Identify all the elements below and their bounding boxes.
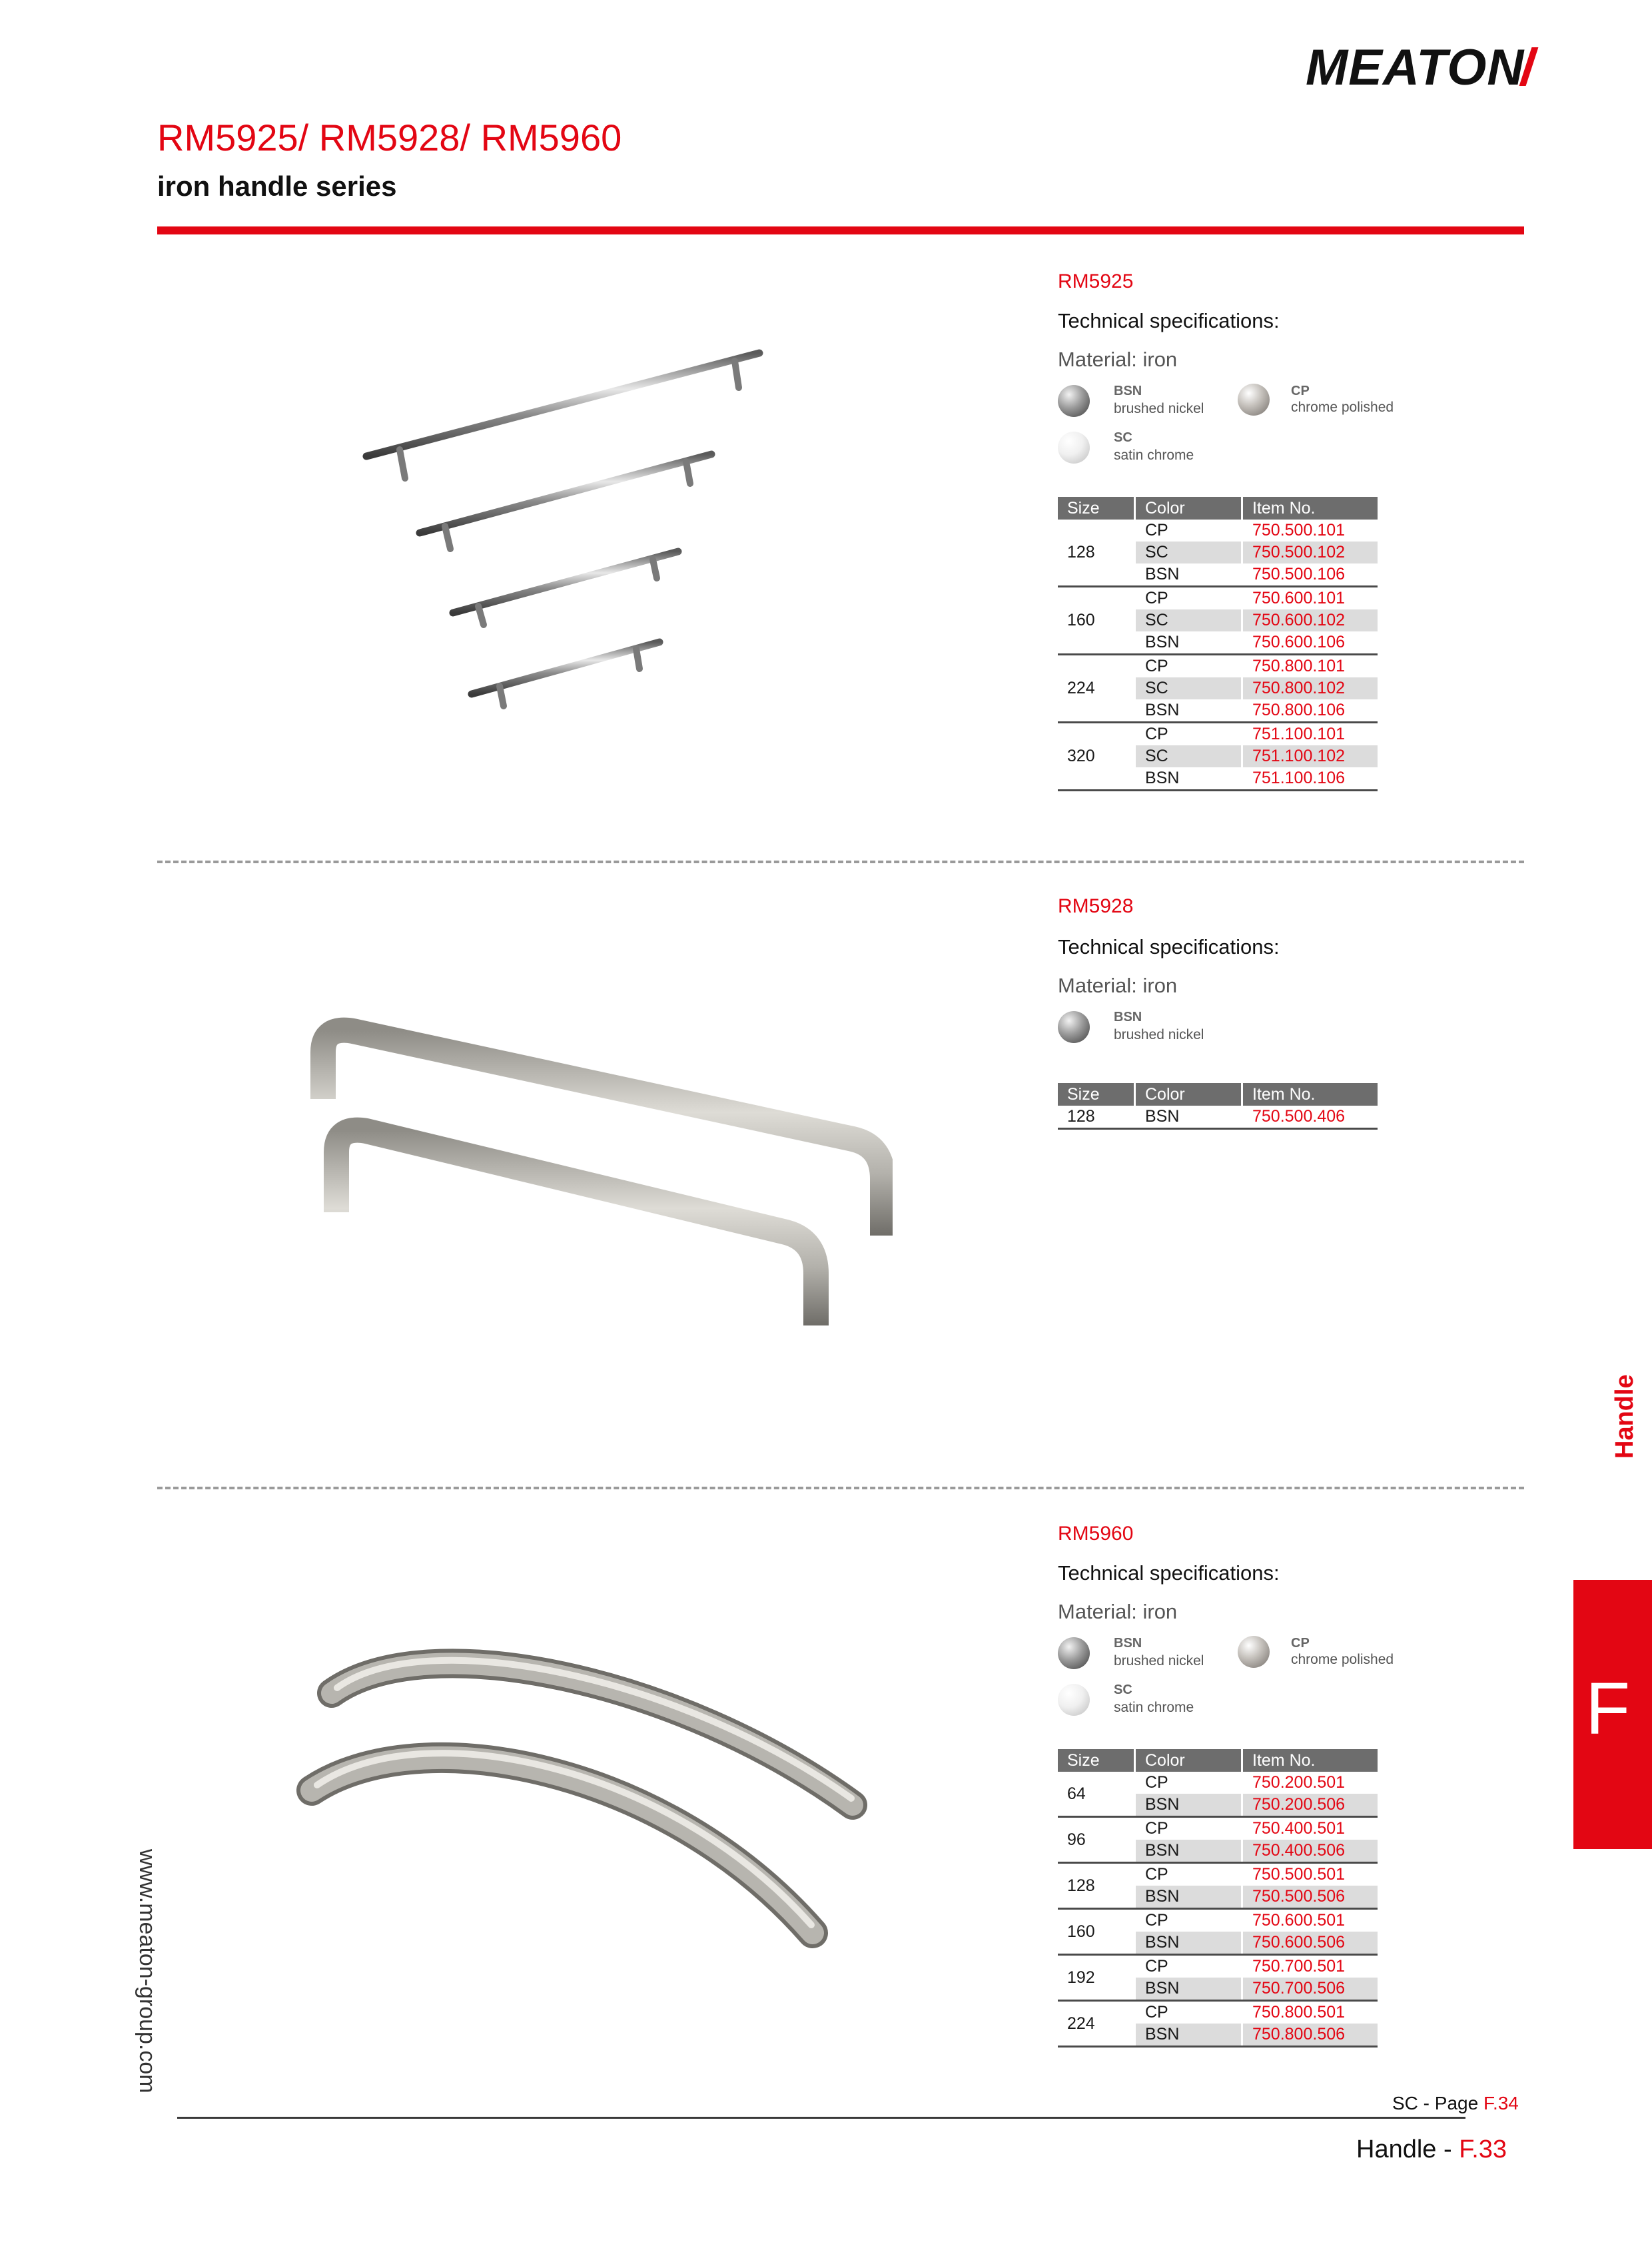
item-cell: 750.400.506	[1242, 1840, 1378, 1863]
crossref-page: F.34	[1483, 2093, 1519, 2113]
item-cell: 750.800.501	[1252, 2003, 1346, 2022]
color-cell: CP	[1135, 520, 1242, 542]
table-row	[1058, 1772, 1378, 1794]
t-bar-handle-128	[472, 642, 659, 706]
size-cell: 128	[1058, 520, 1135, 587]
cp-swatch-icon	[1238, 1636, 1270, 1668]
item-cell: 751.100.102	[1242, 745, 1378, 767]
item-cell: 751.100.101	[1252, 725, 1346, 743]
color-cell: BSN	[1135, 563, 1242, 587]
rm5928-product-image	[306, 1012, 893, 1345]
item-cell: 750.700.501	[1252, 1957, 1346, 1976]
color-cell: CP	[1135, 1955, 1242, 1978]
item-cell: 750.600.101	[1252, 589, 1346, 607]
rm5925-tech-spec-heading: Technical specifications:	[1058, 309, 1280, 332]
item-cell: 750.800.102	[1242, 677, 1378, 699]
rm5925-product-image	[360, 333, 786, 719]
crossref-label: SC - Page	[1392, 2093, 1483, 2113]
size-cell: 320	[1058, 723, 1135, 791]
page-subtitle: iron handle series	[157, 171, 397, 202]
rm5960-material: Material: iron	[1058, 1600, 1178, 1623]
item-header: Item No.	[1242, 1083, 1378, 1106]
color-cell: BSN	[1135, 1886, 1242, 1909]
color-header: Color	[1135, 1749, 1242, 1772]
size-cell: 160	[1058, 587, 1135, 655]
item-header: Item No.	[1242, 497, 1378, 520]
size-cell: 128	[1058, 1863, 1135, 1909]
rm5960-model-label: RM5960	[1058, 1523, 1134, 1545]
bsn-name: brushed nickel	[1114, 1653, 1204, 1669]
color-cell: SC	[1135, 542, 1242, 563]
size-header: Size	[1058, 497, 1135, 520]
item-cell: 750.600.506	[1242, 1932, 1378, 1955]
item-cell: 750.800.106	[1242, 699, 1378, 723]
brand-name: MEATON	[1306, 39, 1525, 96]
table-row	[1058, 1955, 1378, 1978]
color-cell: CP	[1135, 723, 1242, 746]
color-header: Color	[1135, 497, 1242, 520]
footer-page-number: F.33	[1459, 2135, 1507, 2163]
item-cell: 750.500.406	[1242, 1106, 1378, 1129]
size-cell: 224	[1058, 655, 1135, 723]
rm5928-spec-table	[1058, 1083, 1378, 1130]
item-cell: 750.500.106	[1242, 563, 1378, 587]
table-row	[1058, 1863, 1378, 1886]
rm5960-tech-spec-heading: Technical specifications:	[1058, 1561, 1280, 1585]
rm5925-spec-table	[1058, 497, 1378, 791]
size-cell: 64	[1058, 1772, 1135, 1817]
t-bar-handle-160	[453, 552, 678, 625]
color-cell: BSN	[1135, 767, 1242, 791]
section-tab	[1573, 1580, 1652, 1849]
size-cell: 96	[1058, 1817, 1135, 1863]
item-cell: 750.600.106	[1242, 631, 1378, 655]
color-cell: BSN	[1135, 1840, 1242, 1863]
color-cell: SC	[1135, 677, 1242, 699]
rm5928-material: Material: iron	[1058, 974, 1178, 997]
t-bar-handle-224	[420, 454, 711, 549]
table-row	[1058, 2001, 1378, 2024]
cp-swatch-icon	[1238, 384, 1270, 416]
table-row	[1058, 655, 1378, 678]
color-cell: BSN	[1135, 1978, 1242, 2001]
cp-code: CP	[1291, 1636, 1310, 1651]
color-header: Color	[1135, 1083, 1242, 1106]
bsn-swatch-icon	[1058, 385, 1090, 417]
table-row	[1058, 520, 1378, 542]
sc-code: SC	[1114, 1682, 1132, 1697]
item-cell: 750.500.506	[1242, 1886, 1378, 1909]
color-cell: CP	[1135, 1817, 1242, 1840]
page-footer	[1356, 2135, 1507, 2164]
bsn-code: BSN	[1114, 1636, 1142, 1651]
color-cell: BSN	[1135, 699, 1242, 723]
item-cell: 750.800.101	[1252, 657, 1346, 675]
color-cell: BSN	[1135, 1106, 1242, 1129]
bsn-swatch-icon	[1058, 1637, 1090, 1669]
rm5928-tech-spec-heading: Technical specifications:	[1058, 935, 1280, 958]
footer-divider	[177, 2117, 1465, 2119]
sc-swatch-icon	[1058, 432, 1090, 464]
wire-handle-front	[336, 1130, 816, 1325]
table-row	[1058, 1106, 1378, 1129]
section-letter: F	[1585, 1668, 1631, 1750]
item-cell: 750.200.506	[1242, 1794, 1378, 1817]
color-cell: BSN	[1135, 1794, 1242, 1817]
brand-logo	[1306, 39, 1532, 97]
item-cell: 750.600.102	[1242, 609, 1378, 631]
sc-code: SC	[1114, 430, 1132, 445]
item-header: Item No.	[1242, 1749, 1378, 1772]
rm5960-product-image	[293, 1645, 879, 1958]
cp-name: chrome polished	[1291, 1652, 1394, 1667]
item-cell: 750.700.506	[1242, 1978, 1378, 2001]
color-cell: CP	[1135, 1863, 1242, 1886]
rm5925-material: Material: iron	[1058, 348, 1178, 371]
cp-name: chrome polished	[1291, 400, 1394, 415]
rm5960-spec-table	[1058, 1749, 1378, 2048]
item-cell: 750.500.501	[1252, 1865, 1346, 1884]
size-header: Size	[1058, 1083, 1135, 1106]
bsn-code: BSN	[1114, 384, 1142, 398]
color-cell: BSN	[1135, 631, 1242, 655]
color-cell: SC	[1135, 609, 1242, 631]
category-label: Handle	[1611, 1374, 1639, 1459]
item-cell: 750.500.101	[1252, 521, 1346, 540]
rm5928-model-label: RM5928	[1058, 895, 1134, 917]
table-row	[1058, 1817, 1378, 1840]
color-cell: SC	[1135, 745, 1242, 767]
sc-name: satin chrome	[1114, 448, 1194, 463]
page-title: RM5925/ RM5928/ RM5960	[157, 117, 622, 159]
website-url	[127, 1849, 160, 2129]
color-cell: BSN	[1135, 1932, 1242, 1955]
table-header-row	[1058, 497, 1378, 520]
color-cell: CP	[1135, 655, 1242, 678]
color-cell: CP	[1135, 1772, 1242, 1794]
color-cell: BSN	[1135, 2024, 1242, 2047]
bow-handle-front	[312, 1753, 813, 1933]
rm5925-model-label: RM5925	[1058, 270, 1134, 292]
sc-swatch-icon	[1058, 1684, 1090, 1716]
section-divider	[157, 861, 1524, 863]
item-cell: 750.800.506	[1242, 2024, 1378, 2047]
cross-reference	[1392, 2093, 1519, 2114]
item-cell: 750.400.501	[1252, 1819, 1346, 1838]
item-cell: 750.600.501	[1252, 1911, 1346, 1930]
bsn-name: brushed nickel	[1114, 401, 1204, 416]
table-header-row	[1058, 1749, 1378, 1772]
table-row	[1058, 587, 1378, 610]
color-cell: CP	[1135, 587, 1242, 610]
bsn-swatch-icon	[1058, 1011, 1090, 1043]
footer-label: Handle -	[1356, 2135, 1459, 2163]
size-cell: 128	[1058, 1106, 1135, 1129]
size-cell: 192	[1058, 1955, 1135, 2001]
size-cell: 160	[1058, 1909, 1135, 1955]
item-cell: 750.500.102	[1242, 542, 1378, 563]
color-cell: CP	[1135, 1909, 1242, 1932]
bsn-code: BSN	[1114, 1010, 1142, 1024]
table-row	[1058, 1909, 1378, 1932]
category-side-label	[1611, 1374, 1639, 1465]
size-cell: 224	[1058, 2001, 1135, 2047]
item-cell: 750.200.501	[1252, 1773, 1346, 1792]
size-header: Size	[1058, 1749, 1135, 1772]
bsn-name: brushed nickel	[1114, 1027, 1204, 1042]
table-header-row	[1058, 1083, 1378, 1106]
cp-code: CP	[1291, 384, 1310, 398]
sc-name: satin chrome	[1114, 1700, 1194, 1715]
color-cell: CP	[1135, 2001, 1242, 2024]
header-divider	[157, 226, 1524, 234]
table-row	[1058, 723, 1378, 746]
section-divider	[157, 1487, 1524, 1489]
website-text: www.meaton-group.com	[135, 1849, 160, 2093]
item-cell: 751.100.106	[1242, 767, 1378, 791]
